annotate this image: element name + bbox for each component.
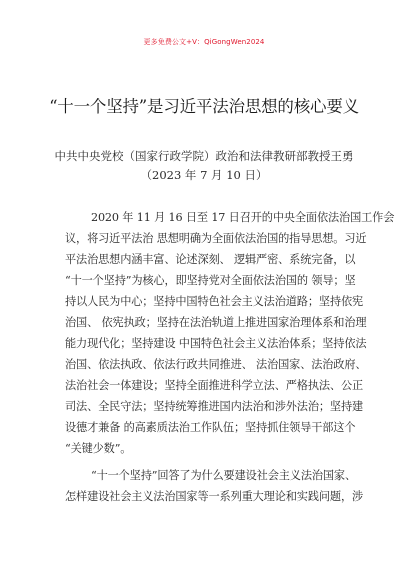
- body-line: 司法、全民守法；坚持统筹推进国内法治和涉外法治；坚持建: [65, 400, 364, 413]
- body-line: 持以人民为中心；坚持中国特色社会主义法治道路；坚持依宪: [65, 295, 364, 308]
- body-line: 设德才兼备 的高素质法治工作队伍；坚持抓住领导干部这个: [65, 421, 356, 434]
- body-line: 平法治思想内涵丰富、论述深刻、 逻辑严密、系统完备，以: [65, 253, 356, 266]
- body-line: 法治社会一体建设；坚持全面推进科学立法、严格执法、公正: [65, 379, 364, 392]
- body-line: 治国、依法执政、依法行政共同推进、 法治国家、法治政府、: [65, 358, 367, 371]
- date-line: （2023 年 7 月 10 日）: [140, 168, 268, 182]
- body-line: 议，将习近平法治 思想明确为全面依法治国的指导思想。习近: [65, 232, 367, 245]
- body-line: 能力现代化；坚持建设 中国特色社会主义法治体系；坚持依法: [65, 337, 367, 350]
- body-line: “十一个坚持”为核心，即坚持党对全面依法治国的 领导；坚: [65, 274, 356, 287]
- body-line: 2020 年 11 月 16 日至 17 日召开的中央全面依法治国工作会: [91, 211, 395, 224]
- watermark-text: 更多免费公文+V：QiGongWen2024: [143, 38, 265, 46]
- author-line: 中共中央党校（国家行政学院）政治和法律教研部教授王勇: [54, 149, 354, 163]
- body-line: “关键少数”。: [65, 442, 132, 455]
- page-title: “十一个坚持”是习近平法治思想的核心要义: [49, 97, 359, 116]
- body-line: “十一个坚持”回答了为什么要建设社会主义法治国家、: [91, 469, 357, 482]
- body-line: 治国、 依宪执政；坚持在法治轨道上推进国家治理体系和治理: [65, 316, 367, 329]
- body-line: 怎样建设社会主义法治国家等一系列重大理论和实践问题，涉: [65, 490, 364, 503]
